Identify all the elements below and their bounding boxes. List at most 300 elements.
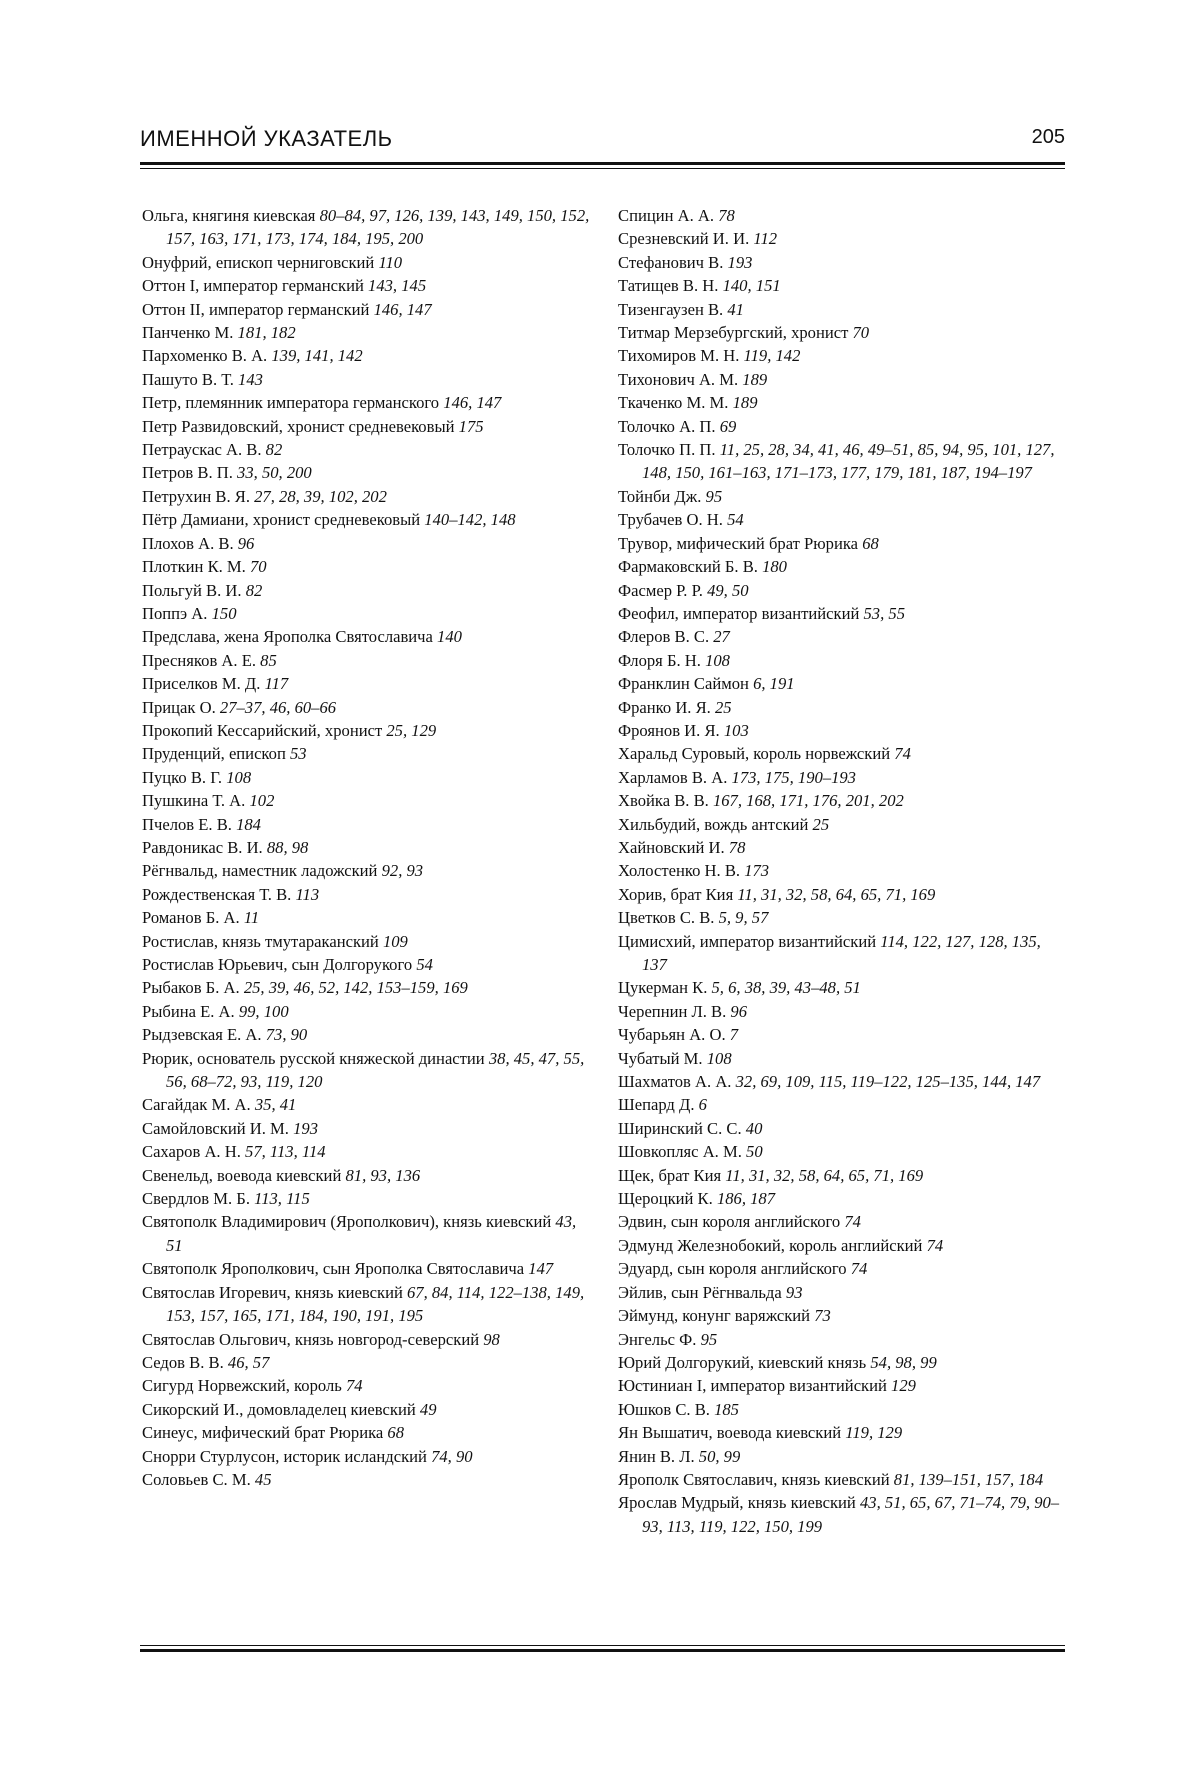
entry-name: Спицин А. А. [618, 206, 715, 225]
entry-pages: 146, 147 [443, 393, 502, 413]
index-entry [618, 1351, 1068, 1374]
index-entry [618, 368, 1068, 391]
entry-pages: 49, 50 [707, 580, 749, 600]
index-entry [618, 1234, 1068, 1257]
entry-pages: 146, 147 [373, 299, 432, 319]
entry-pages: 81, 139–151, 157, 184 [893, 1469, 1044, 1489]
index-entry [142, 391, 592, 414]
index-entry [142, 930, 592, 953]
entry-name: Цимисхий, император византийский [618, 931, 877, 951]
index-entry [142, 1351, 592, 1374]
entry-pages: 186, 187 [716, 1189, 776, 1209]
entry-name: Янин В. Л. [618, 1446, 695, 1466]
entry-pages: 54 [416, 955, 433, 974]
entry-name: Феофил, император византийский [618, 603, 860, 623]
index-entry [618, 930, 1068, 977]
index-entry [142, 1374, 592, 1397]
index-entry [618, 766, 1068, 789]
entry-pages: 140, 151 [722, 276, 781, 296]
entry-name: Харальд Суровый, король норвежский [618, 744, 891, 764]
entry-name: Самойловский И. М. [142, 1118, 289, 1138]
entry-name: Харламов В. А. [618, 767, 728, 787]
running-title: ИМЕННОЙ УКАЗАТЕЛЬ [140, 126, 393, 151]
entry-pages: 25 [714, 697, 732, 717]
entry-pages: 43, 51 [166, 1212, 577, 1255]
entry-pages: 150 [211, 603, 237, 623]
index-entry [618, 1023, 1068, 1046]
index-entry [142, 883, 592, 906]
entry-pages: 110 [378, 252, 403, 272]
entry-pages: 69 [719, 416, 737, 436]
index-entry [142, 555, 592, 578]
entry-name: Эймунд, конунг варяжский [618, 1306, 811, 1326]
index-entry [142, 766, 592, 789]
header-rule-thick [140, 162, 1065, 165]
index-entry [618, 274, 1068, 297]
entry-name: Тихонович А. М. [618, 369, 739, 389]
entry-name: Флеров В. С. [618, 627, 710, 647]
entry-pages: 189 [732, 393, 758, 413]
entry-pages: 147 [528, 1259, 554, 1279]
index-entry [618, 1187, 1068, 1210]
index-entry [618, 1281, 1068, 1304]
index-entry [142, 625, 592, 648]
index-entry [618, 298, 1068, 321]
entry-name: Трубачев О. Н. [618, 510, 723, 530]
entry-name: Ростислав, князь тмутараканский [142, 931, 379, 951]
index-entry [142, 321, 592, 344]
entry-name: Синеус, мифический брат Рюрика [142, 1423, 384, 1443]
entry-name: Рождественская Т. В. [142, 884, 292, 904]
entry-pages: 181, 182 [237, 323, 296, 343]
entry-pages: 50, 99 [698, 1446, 741, 1466]
entry-pages: 113, 115 [254, 1189, 310, 1209]
entry-name: Шовкопляс А. М. [618, 1142, 742, 1162]
index-entry [618, 836, 1068, 859]
entry-pages: 93 [785, 1282, 803, 1302]
index-entry [618, 1445, 1068, 1468]
entry-pages: 143 [238, 369, 263, 389]
entry-name: Толочко П. П. [618, 440, 716, 460]
entry-pages: 139, 141, 142 [271, 346, 363, 366]
index-column-right [618, 204, 1068, 1538]
entry-pages: 108 [705, 650, 730, 670]
entry-name: Эдуард, сын короля английского [618, 1259, 847, 1279]
index-column-left [142, 204, 592, 1491]
entry-name: Пушкина Т. А. [142, 791, 246, 811]
index-entry [618, 976, 1068, 999]
entry-pages: 74, 90 [431, 1446, 473, 1466]
index-entry [142, 204, 592, 251]
index-entry [142, 1023, 592, 1046]
index-entry [142, 976, 592, 999]
entry-pages: 95 [705, 486, 723, 506]
entry-name: Хвойка В. В. [618, 791, 709, 811]
entry-name: Пруденций, епископ [142, 744, 286, 764]
index-entry [618, 344, 1068, 367]
entry-name: Петраускас А. В. [142, 440, 262, 460]
entry-name: Ширинский С. С. [618, 1118, 742, 1138]
entry-pages: 57, 113, 114 [245, 1142, 326, 1162]
entry-name: Чубатый М. [618, 1048, 703, 1068]
index-entry [618, 602, 1068, 625]
entry-pages: 109 [382, 931, 408, 951]
entry-pages: 70 [852, 323, 870, 343]
entry-name: Титмар Мерзебургский, хронист [618, 323, 849, 343]
entry-pages: 140 [437, 627, 462, 647]
page-number: 205 [1031, 126, 1065, 148]
index-entry [618, 1093, 1068, 1116]
entry-pages: 95 [700, 1329, 718, 1349]
index-entry [618, 789, 1068, 812]
entry-name: Тойнби Дж. [618, 486, 702, 506]
entry-name: Тихомиров М. Н. [618, 346, 740, 366]
entry-name: Срезневский И. И. [618, 229, 750, 249]
entry-name: Ткаченко М. М. [618, 393, 729, 413]
footer-rule-thick [140, 1649, 1065, 1652]
index-entry [618, 742, 1068, 765]
entry-name: Фармаковский Б. В. [618, 557, 758, 577]
index-entry [618, 415, 1068, 438]
index-entry [142, 649, 592, 672]
entry-pages: 108 [226, 767, 252, 787]
index-entry [618, 883, 1068, 906]
entry-pages: 74 [850, 1259, 868, 1279]
entry-name: Пресняков А. Е. [142, 650, 257, 670]
entry-name: Ян Вышатич, воевода киевский [618, 1423, 842, 1443]
entry-pages: 11, 31, 32, 58, 64, 65, 71, 169 [737, 884, 936, 904]
entry-name: Холостенко Н. В. [618, 861, 741, 881]
entry-name: Поппэ А. [142, 603, 208, 623]
entry-name: Прицак О. [142, 697, 216, 717]
footer-rule-thin [140, 1645, 1065, 1646]
entry-pages: 11 [243, 908, 260, 928]
index-entry [618, 1304, 1068, 1327]
entry-pages: 112 [753, 229, 778, 249]
entry-name: Петр Развидовский, хронист средневековый [142, 416, 455, 436]
entry-pages: 68 [862, 533, 879, 553]
entry-name: Плоткин К. М. [142, 557, 246, 577]
entry-pages: 99, 100 [238, 1001, 289, 1021]
entry-name: Рыбаков Б. А. [142, 978, 240, 998]
entry-name: Щероцкий К. [618, 1189, 713, 1209]
entry-pages: 27–37, 46, 60–66 [219, 697, 337, 717]
index-entry [142, 696, 592, 719]
entry-pages: 46, 57 [227, 1352, 270, 1372]
index-entry [142, 953, 592, 976]
entry-pages: 129 [891, 1376, 916, 1396]
index-entry [618, 813, 1068, 836]
entry-pages: 96 [730, 1001, 747, 1021]
entry-name: Онуфрий, епископ черниговский [142, 252, 375, 272]
entry-pages: 11, 31, 32, 58, 64, 65, 71, 169 [725, 1165, 924, 1185]
header-rule-thin [140, 168, 1065, 169]
entry-pages: 80–84, 97, 126, 139, 143, 149, 150, 152, 157, 163, 171, 173, 174, 184, 195, 200 [166, 206, 590, 249]
entry-pages: 88, 98 [266, 837, 309, 857]
entry-pages: 143, 145 [368, 276, 427, 296]
entry-pages: 54, 98, 99 [870, 1352, 937, 1372]
entry-pages: 7 [729, 1025, 739, 1045]
entry-name: Плохов А. В. [142, 533, 234, 553]
entry-pages: 53, 55 [863, 603, 905, 623]
entry-name: Ольга, княгиня киевская [142, 206, 316, 225]
index-entry [618, 579, 1068, 602]
entry-name: Седов В. В. [142, 1352, 224, 1372]
entry-name: Оттон I, император германский [142, 276, 364, 296]
entry-pages: 92, 93 [381, 861, 424, 881]
entry-name: Цукерман К. [618, 978, 708, 998]
entry-pages: 173 [744, 861, 770, 881]
entry-pages: 193 [293, 1118, 318, 1138]
entry-name: Пархоменко В. А. [142, 346, 268, 366]
entry-pages: 27, 28, 39, 102, 202 [254, 486, 387, 506]
entry-pages: 5, 6, 38, 39, 43–48, 51 [711, 978, 861, 998]
entry-name: Пчелов Е. В. [142, 814, 232, 834]
entry-name: Сахаров А. Н. [142, 1142, 241, 1162]
index-entry [142, 813, 592, 836]
index-entry [618, 1398, 1068, 1421]
index-entry [142, 859, 592, 882]
entry-pages: 78 [718, 206, 735, 225]
entry-name: Снорри Стурлусон, историк исландский [142, 1446, 427, 1466]
index-entry [618, 1000, 1068, 1023]
entry-name: Пётр Дамиани, хронист средневековый [142, 510, 421, 530]
entry-pages: 68 [387, 1423, 405, 1443]
entry-pages: 40 [745, 1118, 763, 1138]
index-entry [618, 391, 1068, 414]
entry-pages: 41 [727, 299, 744, 319]
index-entry [618, 532, 1068, 555]
index-entry [142, 1421, 592, 1444]
entry-pages: 82 [265, 440, 283, 460]
index-entry [142, 789, 592, 812]
index-entry [618, 1070, 1068, 1093]
entry-pages: 74 [844, 1212, 861, 1232]
index-entry [142, 1210, 592, 1257]
entry-name: Равдоникас В. И. [142, 837, 263, 857]
entry-name: Юрий Долгорукий, киевский князь [618, 1352, 867, 1372]
entry-name: Шахматов А. А. [618, 1072, 732, 1092]
entry-pages: 108 [706, 1048, 732, 1068]
entry-name: Петрухин В. Я. [142, 486, 250, 506]
entry-pages: 73 [814, 1306, 831, 1326]
index-entry [142, 1117, 592, 1140]
entry-pages: 173, 175, 190–193 [731, 767, 856, 787]
entry-pages: 6, 191 [753, 674, 795, 694]
index-entry [142, 1281, 592, 1328]
index-entry [142, 1257, 592, 1280]
index-entry [142, 1445, 592, 1468]
entry-name: Энгельс Ф. [618, 1329, 697, 1349]
index-entry [618, 906, 1068, 929]
index-entry [618, 485, 1068, 508]
entry-name: Хайновский И. [618, 837, 725, 857]
entry-pages: 180 [762, 557, 787, 577]
index-entry [618, 251, 1068, 274]
index-entry [618, 672, 1068, 695]
entry-pages: 189 [742, 369, 768, 389]
entry-pages: 25, 39, 46, 52, 142, 153–159, 169 [243, 978, 468, 998]
index-entry [618, 625, 1068, 648]
running-header [140, 126, 1065, 154]
index-entry [618, 1421, 1068, 1444]
entry-name: Эйлив, сын Рёгнвальда [618, 1282, 782, 1302]
entry-name: Ярослав Мудрый, князь киевский [618, 1493, 856, 1513]
index-entry [142, 251, 592, 274]
index-entry [618, 321, 1068, 344]
entry-pages: 49 [419, 1399, 437, 1419]
index-entry [618, 1210, 1068, 1233]
entry-pages: 82 [245, 580, 263, 600]
entry-pages: 185 [714, 1399, 739, 1419]
entry-pages: 167, 168, 171, 176, 201, 202 [712, 791, 904, 811]
entry-name: Панченко М. [142, 323, 234, 343]
index-entry [142, 485, 592, 508]
entry-pages: 193 [727, 252, 753, 272]
entry-name: Святополк Ярополкович, сын Ярополка Святославича [142, 1259, 525, 1279]
index-entry [618, 1491, 1068, 1538]
entry-name: Хорив, брат Кия [618, 884, 734, 904]
entry-name: Сикорский И., домовладелец киевский [142, 1399, 416, 1419]
index-entry [142, 415, 592, 438]
entry-name: Черепнин Л. В. [618, 1001, 727, 1021]
index-entry [142, 836, 592, 859]
index-entry [142, 1468, 592, 1491]
entry-pages: 5, 9, 57 [718, 908, 769, 928]
entry-name: Шепард Д. [618, 1095, 695, 1115]
entry-pages: 74 [894, 744, 911, 764]
index-entry [142, 532, 592, 555]
index-entry [618, 508, 1068, 531]
entry-pages: 85 [260, 650, 277, 670]
index-entry [142, 298, 592, 321]
entry-name: Свенельд, воевода киевский [142, 1165, 342, 1185]
entry-name: Хильбудий, вождь антский [618, 814, 809, 834]
index-entry [142, 579, 592, 602]
entry-name: Ярополк Святославич, князь киевский [618, 1469, 890, 1489]
entry-pages: 70 [250, 557, 267, 577]
entry-pages: 119, 142 [743, 346, 801, 366]
index-entry [618, 555, 1068, 578]
entry-name: Флоря Б. Н. [618, 650, 701, 670]
entry-pages: 54 [727, 510, 744, 530]
entry-pages: 27 [713, 627, 730, 647]
entry-name: Трувор, мифический брат Рюрика [618, 533, 859, 553]
entry-name: Фроянов И. Я. [618, 720, 720, 740]
index-entry [618, 204, 1068, 227]
entry-name: Соловьев С. М. [142, 1469, 251, 1489]
entry-pages: 74 [345, 1376, 363, 1396]
index-entry [142, 1093, 592, 1116]
index-entry [618, 1328, 1068, 1351]
entry-name: Ростислав Юрьевич, сын Долгорукого [142, 955, 413, 974]
index-entry [142, 438, 592, 461]
entry-name: Сигурд Норвежский, король [142, 1376, 342, 1396]
entry-name: Стефанович В. [618, 252, 724, 272]
entry-name: Рёгнвальд, наместник ладожский [142, 861, 378, 881]
index-entry [142, 508, 592, 531]
entry-name: Рыбина Е. А. [142, 1001, 235, 1021]
index-entry [142, 602, 592, 625]
entry-name: Чубарьян А. О. [618, 1025, 726, 1045]
entry-pages: 45 [254, 1469, 272, 1489]
entry-pages: 96 [237, 533, 255, 553]
entry-name: Рюрик, основатель русской княжеской династии [142, 1048, 485, 1068]
entry-name: Цветков С. В. [618, 908, 715, 928]
entry-name: Юшков С. В. [618, 1399, 710, 1419]
entry-name: Эдвин, сын короля английского [618, 1212, 841, 1232]
entry-pages: 32, 69, 109, 115, 119–122, 125–135, 144, 147 [735, 1072, 1041, 1092]
index-entry [618, 1047, 1068, 1070]
entry-pages: 35, 41 [254, 1095, 297, 1115]
index-entry [142, 368, 592, 391]
entry-name: Татищев В. Н. [618, 276, 719, 296]
index-entry [618, 696, 1068, 719]
index-entry [142, 1164, 592, 1187]
index-entry [618, 649, 1068, 672]
entry-name: Эдмунд Железнобокий, король английский [618, 1235, 923, 1255]
entry-name: Святополк Владимирович (Ярополкович), князь киевский [142, 1212, 552, 1232]
index-entry [142, 906, 592, 929]
entry-name: Тизенгаузен В. [618, 299, 724, 319]
index-entry [618, 227, 1068, 250]
entry-name: Пашуто В. Т. [142, 369, 234, 389]
entry-name: Свердлов М. Б. [142, 1189, 250, 1209]
index-entry [142, 1000, 592, 1023]
entry-pages: 102 [249, 791, 275, 811]
entry-name: Пуцко В. Г. [142, 767, 223, 787]
entry-pages: 117 [264, 674, 289, 694]
index-entry [142, 1187, 592, 1210]
entry-pages: 103 [723, 720, 749, 740]
entry-pages: 11, 25, 28, 34, 41, 46, 49–51, 85, 94, 95, 101, 127, 148, 150, 161–163, 171–173, 177, 179, 181, 187, 194–197 [642, 440, 1055, 483]
index-entry [142, 461, 592, 484]
entry-name: Польгуй В. И. [142, 580, 242, 600]
entry-pages: 6 [698, 1095, 707, 1115]
entry-name: Приселков М. Д. [142, 674, 261, 694]
entry-name: Романов Б. А. [142, 908, 240, 928]
entry-pages: 114, 122, 127, 128, 135, 137 [642, 931, 1041, 974]
entry-name: Юстиниан I, император византийский [618, 1376, 887, 1396]
entry-pages: 43, 51, 65, 67, 71–74, 79, 90–93, 113, 119, 122, 150, 199 [642, 1493, 1060, 1536]
index-entry [142, 274, 592, 297]
entry-pages: 81, 93, 136 [345, 1165, 421, 1185]
index-entry [618, 1164, 1068, 1187]
entry-name: Толочко А. П. [618, 416, 716, 436]
index-entry [142, 1328, 592, 1351]
index-entry [618, 438, 1068, 485]
entry-name: Оттон II, император германский [142, 299, 370, 319]
index-entry [142, 344, 592, 367]
entry-pages: 113 [295, 884, 320, 904]
entry-pages: 33, 50, 200 [237, 463, 312, 483]
entry-name: Святослав Игоревич, князь киевский [142, 1282, 403, 1302]
entry-pages: 74 [926, 1235, 944, 1255]
entry-name: Франклин Саймон [618, 674, 749, 694]
entry-pages: 73, 90 [265, 1025, 308, 1045]
entry-pages: 50 [746, 1142, 763, 1162]
entry-name: Франко И. Я. [618, 697, 711, 717]
index-entry [618, 1374, 1068, 1397]
entry-pages: 78 [728, 837, 746, 857]
entry-name: Щек, брат Кия [618, 1165, 722, 1185]
entry-name: Петр, племянник императора германского [142, 393, 440, 413]
index-entry [142, 672, 592, 695]
entry-pages: 53 [289, 744, 307, 764]
entry-pages: 67, 84, 114, 122–138, 149, 153, 157, 165, 171, 184, 190, 191, 195 [166, 1282, 585, 1326]
entry-name: Петров В. П. [142, 463, 233, 483]
entry-pages: 25 [812, 814, 830, 834]
